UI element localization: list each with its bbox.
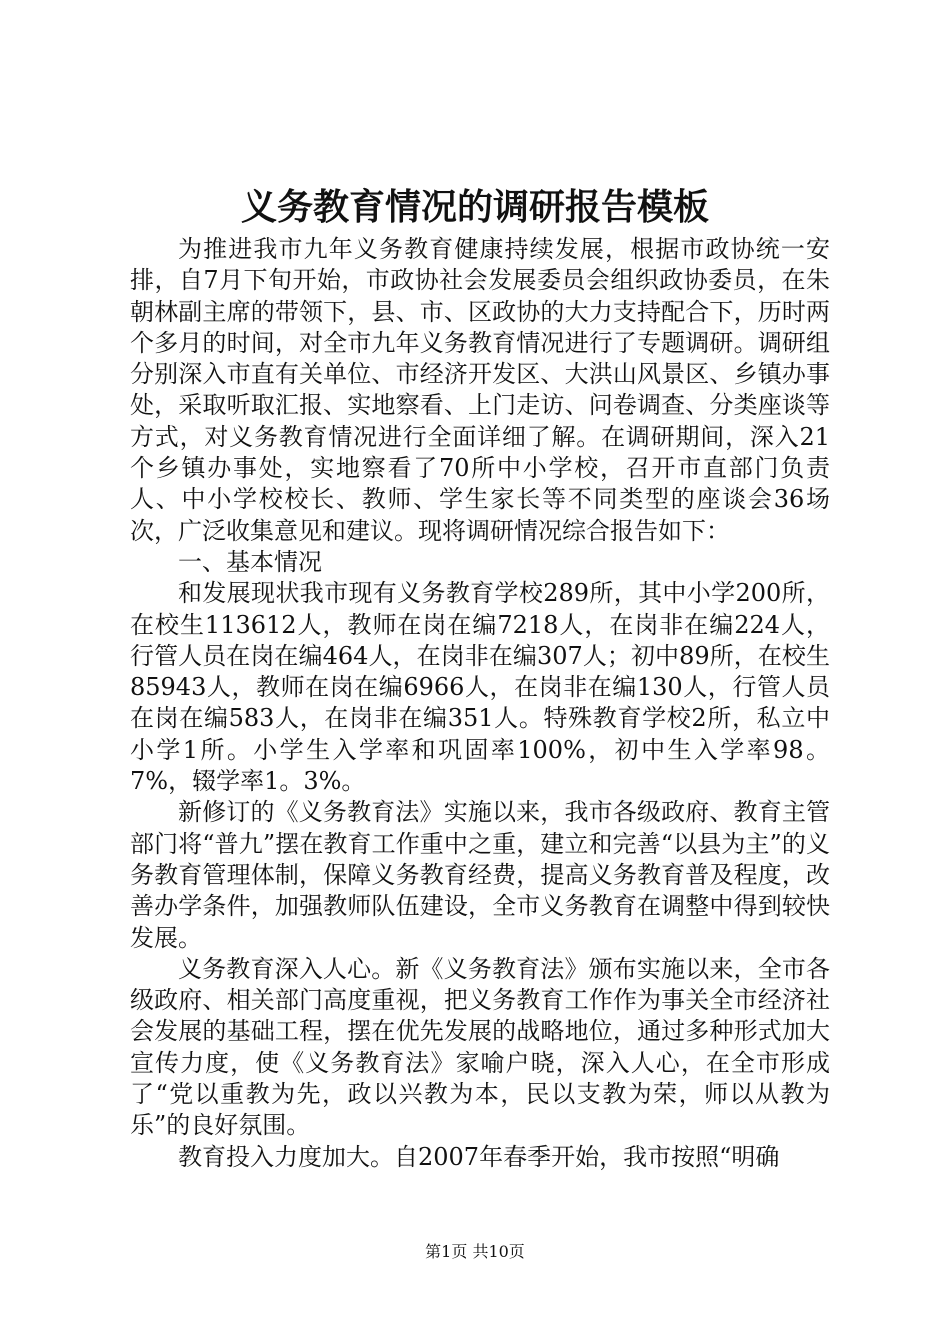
paragraph-status: 和发展现状我市现有义务教育学校289所，其中小学200所，在校生113612人，教师在岗在编7218人，在岗非在编224人，行管人员在岗在编464人，在岗非在编307人；初中89所，在校生85943人，教师在岗在编6966人，在岗非在编130人，行管人员在岗在编583人，在岗非在编351人。特殊教育学校2所，私立中小学1所。小学生入学率和巩固率100%，初中生入学率98。7%，辍学率1。3%。 (130, 579, 830, 796)
document-title: 义务教育情况的调研报告模板 (240, 186, 709, 228)
paragraph-intro: 为推进我市九年义务教育健康持续发展，根据市政协统一安排，自7月下旬开始，市政协社会发展委员会组织政协委员，在朱朝林副主席的带领下，县、市、区政协的大力支持配合下，历时两个多月的时间，对全市九年义务教育情况进行了专题调研。调研组分别深入市直有关单位、市经济开发区、大洪山风景区、乡镇办事处，采取听取汇报、实地察看、上门走访、问卷调查、分类座谈等方式，对义务教育情况进行全面详细了解。在调研期间，深入21个乡镇办事处，实地察看了70所中小学校，召开市直部门负责人、中小学校校长、教师、学生家长等不同类型的座谈会36场次，广泛收集意见和建议。现将调研情况综合报告如下： (130, 235, 830, 545)
paragraph-investment: 教育投入力度加大。自2007年春季开始，我市按照“明确 (178, 1142, 780, 1171)
paragraph-awareness: 义务教育深入人心。新《义务教育法》颁布实施以来，全市各级政府、相关部门高度重视，把义务教育工作作为事关全市经济社会发展的基础工程，摆在优先发展的战略地位，通过多种形式加大宣传力度，使《义务教育法》家喻户晓，深入人心，在全市形成了“党以重教为先，政以兴教为本，民以支教为荣，师以从教为乐”的良好氛围。 (130, 954, 830, 1140)
section-heading: 一、基本情况 (178, 547, 322, 576)
document-body (130, 234, 830, 1173)
page-footer: 第1页 共10页 (425, 1242, 525, 1261)
paragraph-law: 新修订的《义务教育法》实施以来，我市各级政府、教育主管部门将“普九”摆在教育工作重中之重，建立和完善“以县为主”的义务教育管理体制，保障义务教育经费，提高义务教育普及程度，改善办学条件，加强教师队伍建设，全市义务教育在调整中得到较快发展。 (130, 798, 830, 952)
